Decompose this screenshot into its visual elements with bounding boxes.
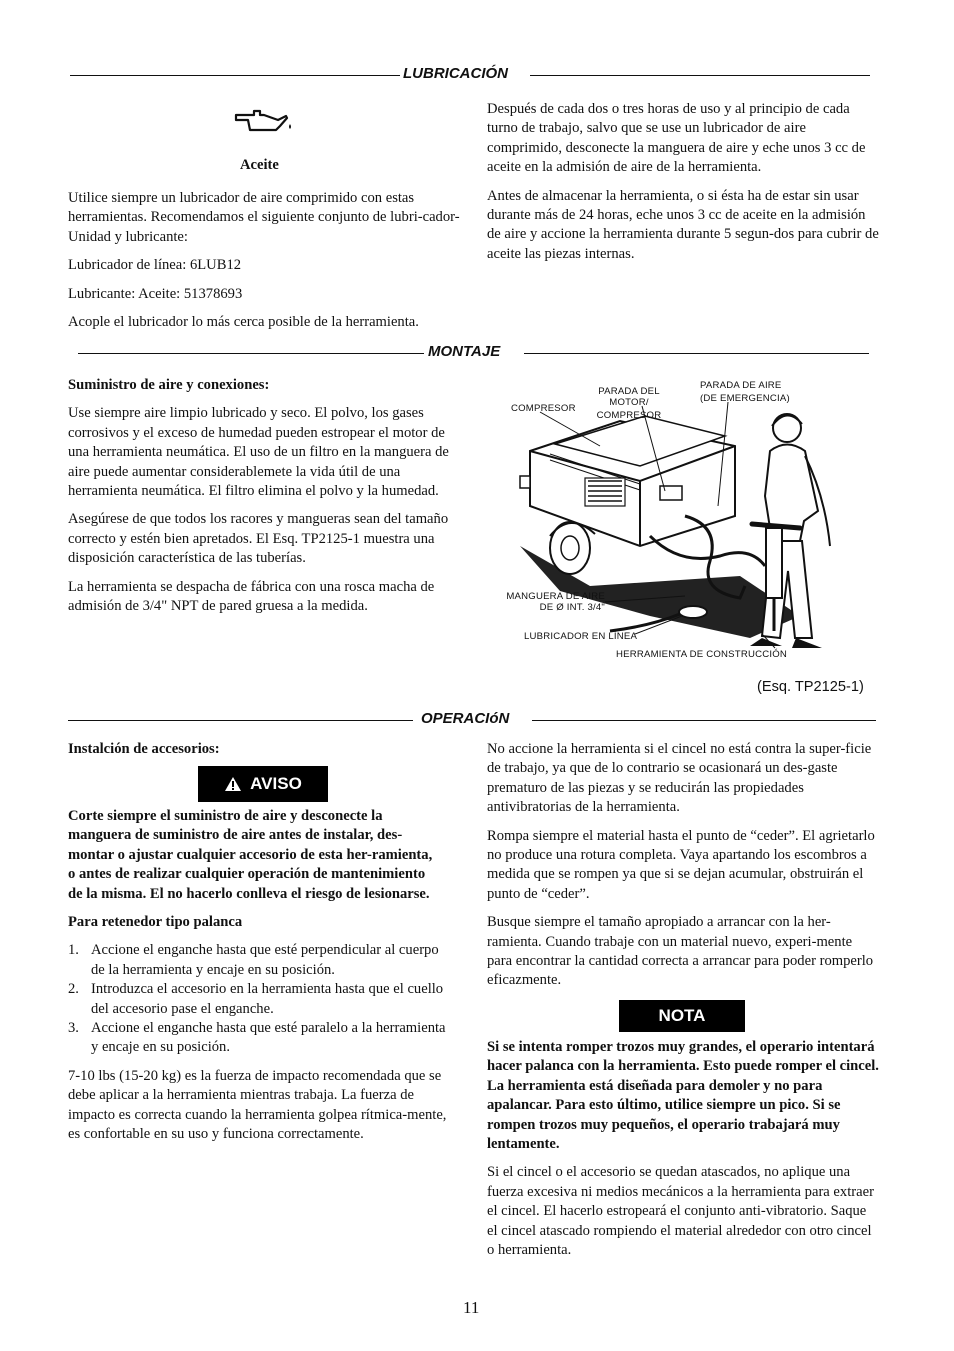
- warning-text: Corte siempre el suministro de aire y desconecte la manguera de suministro de aire antes de instalar, des-montar o ajustar cualquier accesorio de esta her-ramienta, o antes de realizar cualquier operación de mantenimiento de la misma. El no hacerlo conlleva el riesgo de lesionarse.: [68, 808, 433, 902]
- figure-label-line: PARADA DE AIRE: [700, 380, 782, 391]
- section-rule-left: [70, 75, 400, 76]
- note-text: Si se intenta romper trozos muy grandes, el operario intentará hacer palanca con la herramienta. Esto puede romper el cincel. La herramienta está diseñada para demoler y no para apalancar. Para esto último, utilice siempre un pico. Si se rompen trozos muy pequeños, el operario trabajará muy lentamente.: [487, 1039, 879, 1153]
- section-title-montaje: MONTAJE: [428, 343, 501, 360]
- section-rule-left: [68, 720, 413, 721]
- operacion-right-column: [487, 740, 880, 991]
- paragraph: Antes de almacenar la herramienta, o si ésta ha de estar sin usar durante más de 24 horas, eche unos 3 cc de aceite en la admisión de aire y accione la herramienta durante 5 segun-dos para cubrir de aceite las piezas internas.: [487, 187, 879, 262]
- oil-can-icon: [232, 106, 294, 134]
- section-rule-left: [78, 353, 424, 354]
- force-text: 7-10 lbs (15-20 kg) es la fuerza de impacto recomendada que se debe aplicar a la herramienta mientras trabaja. La fuerza de impacto es correcta cuando la herramienta golpea rítmica-mente, es confortable en su uso y funciona correctamente.: [68, 1067, 447, 1143]
- section-title-lubricacion: LUBRICACIÓN: [403, 65, 508, 82]
- paragraph: Después de cada dos o tres horas de uso y al principio de cada turno de trabajo, salvo que se use un lubricador de aire comprimido, desconecte la manguera de aire y eche unos 3 cc de aceite en la admisión de aire de la herramienta.: [487, 101, 866, 176]
- paragraph: Si el cincel o el accesorio se quedan atascados, no aplique una fuerza excesiva ni medios mecánicos a la herramienta para extraer el cincel. El hacerlo estropeará el conjunto anti-vibratorio. Saque el cincel atascado rompiendo el material alrededor con otro cincel o herramienta.: [487, 1164, 874, 1259]
- steps-list: [68, 941, 448, 1057]
- warning-label: AVISO: [250, 774, 302, 793]
- figure-label-parada-aire: [700, 380, 790, 404]
- figure-label-herramienta: HERRAMIENTA DE CONSTRUCCIÓN: [616, 649, 787, 660]
- montaje-left-column: [68, 376, 460, 616]
- lubricacion-left-column: [68, 189, 460, 332]
- list-item: [68, 941, 448, 980]
- list-item: [68, 980, 448, 1019]
- figure-label-compresor: COMPRESOR: [511, 403, 576, 414]
- subheading: Suministro de aire y conexiones:: [68, 377, 270, 393]
- step-text: Accione el enganche hasta que esté perpendicular al cuerpo de la herramienta y encaje en su posición.: [91, 942, 439, 978]
- figure-label-manguera: [505, 591, 605, 613]
- retainer-heading: Para retenedor tipo palanca: [68, 914, 243, 931]
- figure-caption: (Esq. TP2125-1): [757, 679, 864, 695]
- figure-label-lubricador: LUBRICADOR EN LÍNEA: [524, 631, 638, 642]
- figure-label-line: (DE EMERGENCIA): [700, 393, 790, 404]
- paragraph: Acople el lubricador lo más cerca posible de la herramienta.: [68, 314, 419, 331]
- figure-label-line: MANGUERA DE AIRE: [506, 591, 605, 602]
- subheading: Instalción de accesorios:: [68, 741, 220, 757]
- paragraph: Lubricador de línea: 6LUB12: [68, 257, 242, 274]
- section-rule-right: [532, 720, 876, 721]
- figure-label-line: COMPRESOR: [596, 410, 662, 421]
- figure-label-parada-motor: [578, 386, 680, 421]
- operacion-left-body: [68, 807, 447, 1145]
- section-title-operacion: OPERACIóN: [421, 710, 510, 727]
- warning-badge: [198, 766, 328, 802]
- paragraph: Use siempre aire limpio lubricado y seco. El polvo, los gases corrosivos y el exceso de humedad pueden estropear el motor de una herramienta neumática. El uso de un filtro en la manguera de aire puede aumentar considerablemete la vida útil de una herramienta neumática. El filtro elimina el polvo y la humedad.: [68, 405, 449, 500]
- step-number: 3.: [68, 1020, 79, 1037]
- paragraph: Rompa siempre el material hasta el punto de “ceder”. El agrietarlo no produce una rotura completa. Vaya apartando los escombros a medida que se rompen ya que si se dejan acumular, obstruirán el punto de “ceder”.: [487, 827, 875, 902]
- section-rule-right: [530, 75, 870, 76]
- step-number: 2.: [68, 981, 79, 998]
- paragraph: La herramienta se despacha de fábrica con una rosca macha de admisión de 3/4" NPT de pared gruesa a la medida.: [68, 578, 435, 615]
- note-badge: [619, 1000, 745, 1032]
- paragraph: Lubricante: Aceite: 51378693: [68, 285, 243, 302]
- figure-label-line: PARADA DEL MOTOR/: [598, 386, 660, 408]
- step-number: 1.: [68, 942, 79, 959]
- page-number: 11: [463, 1298, 480, 1317]
- paragraph: Utilice siempre un lubricador de aire comprimido con estas herramientas. Recomendamos el siguiente conjunto de lubri-cador-Unidad y lubricante:: [68, 190, 460, 245]
- warning-triangle-icon: [224, 776, 242, 792]
- step-text: Introduzca el accesorio en la herramienta hasta que el cuello del accesorio pase el enganche.: [91, 981, 444, 1017]
- section-rule-right: [524, 353, 869, 354]
- paragraph: Busque siempre el tamaño apropiado a arrancar con la her-ramienta. Cuando trabaje con un material nuevo, experi-mente para encontrar la cantidad correcta a arrancar para poder romperlo eficazmente.: [487, 914, 874, 989]
- list-item: [68, 1019, 448, 1058]
- note-label: NOTA: [658, 1006, 706, 1025]
- paragraph: Asegúrese de que todos los racores y mangueras sean del tamaño correcto y estén bien apretados. El Esq. TP2125-1 muestra una disposición característica de las tuberías.: [68, 511, 449, 567]
- lubricacion-right-column: [487, 100, 880, 264]
- operacion-right-bottom: [487, 1038, 880, 1260]
- figure-label-line: DE Ø INT. 3/4": [539, 602, 605, 613]
- oil-caption: Aceite: [240, 157, 279, 173]
- paragraph: No accione la herramienta si el cincel no está contra la super-ficie de trabajo, ya que de lo contrario se ocasionará un des-gaste prematuro de las piezas y se reducirán las propiedades antivibratorias de la herramienta.: [487, 741, 872, 816]
- step-text: Accione el enganche hasta que esté paralelo a la herramienta y encaje en su posición.: [91, 1020, 446, 1056]
- compressor-illustration: [500, 376, 860, 666]
- operacion-left-column: [68, 740, 460, 759]
